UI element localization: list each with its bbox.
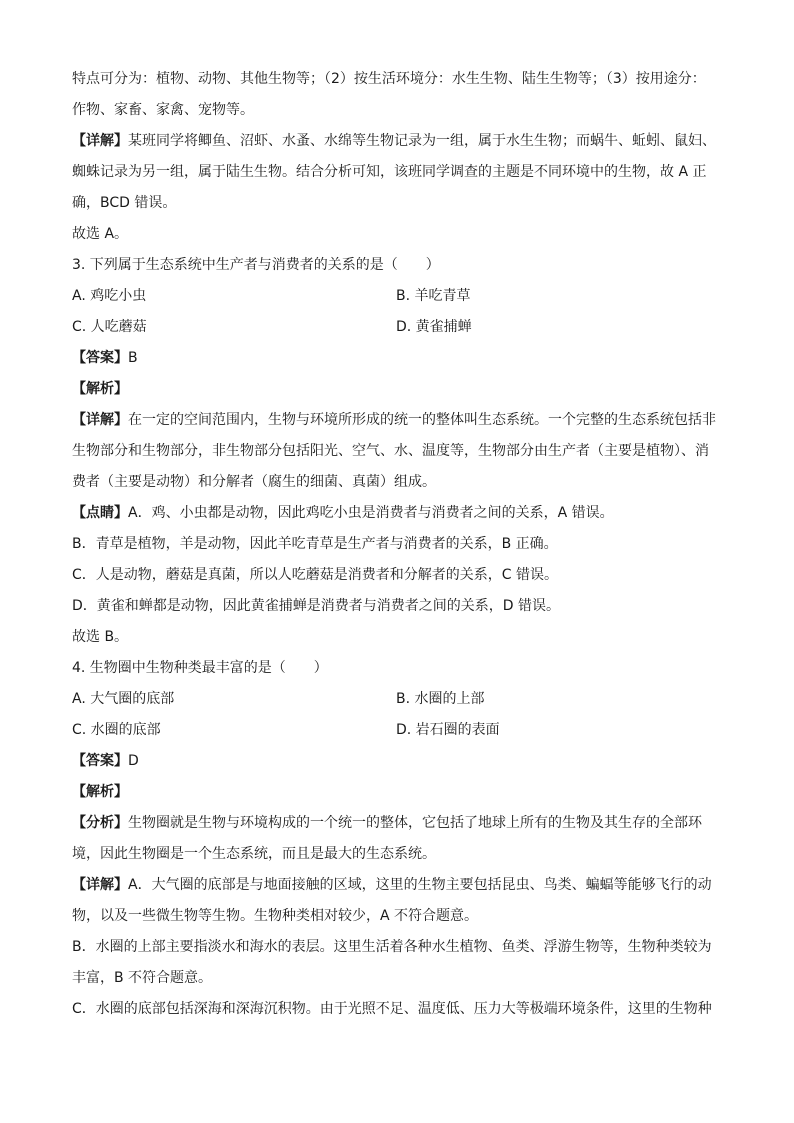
q3-choose: 故选 B。 [72, 629, 129, 645]
q4-analyze-line-1 [72, 808, 720, 839]
q3-options-row-2 [72, 312, 720, 343]
detail-tag: 【详解】 [72, 133, 128, 149]
q3-detail-line-1 [72, 405, 720, 436]
answer-value: B [128, 350, 138, 366]
answer-tag: 【答案】 [72, 350, 128, 366]
prev-choose: 故选 A。 [72, 226, 129, 242]
answer-tag: 【答案】 [72, 753, 128, 769]
q4-option-a: A. 大气圈的底部 [72, 691, 175, 707]
q3-detail-line-2: 生物部分和生物部分，非生物部分包括阳光、空气、水、温度等，生物部分由生产者（主要是植物）、消 [72, 443, 709, 459]
prev-detail-line-3: 确，BCD 错误。 [72, 195, 177, 211]
q3-note-line-4: D．黄雀和蝉都是动物，因此黄雀捕蝉是消费者与消费者之间的关系，D 错误。 [72, 598, 561, 614]
q4-option-b: B. 水圈的上部 [396, 691, 485, 707]
detail-tag: 【详解】 [72, 412, 128, 428]
prev-detail-line-1 [72, 126, 720, 157]
document-page [72, 64, 720, 1025]
q4-detail-line-1 [72, 870, 720, 901]
intro-line-2: 作物、家畜、家禽、宠物等。 [72, 102, 254, 118]
q3-note-line-2: B．青草是植物，羊是动物，因此羊吃青草是生产者与消费者的关系，B 正确。 [72, 536, 558, 552]
q3-note-line-1 [72, 498, 720, 529]
detail-text: A．大气圈的底部是与地面接触的区域，这里的生物主要包括昆虫、鸟类、蝙蝠等能够飞行的动 [128, 877, 712, 893]
q4-detail-line-3: B．水圈的上部主要指淡水和海水的表层。这里生活着各种水生植物、鱼类、浮游生物等，生物种类较为 [72, 939, 712, 955]
detail-text: 在一定的空间范围内，生物与环境所形成的统一的整体叫生态系统。一个完整的生态系统包括非 [128, 412, 716, 428]
q4-answer [72, 746, 720, 777]
prev-detail-line-2: 蜘蛛记录为另一组，属于陆生生物。结合分析可知，该班同学调查的主题是不同环境中的生物，故 A 正 [72, 164, 707, 180]
q4-analyze-line-2: 境，因此生物圈是一个生态系统，而且是最大的生态系统。 [72, 846, 436, 862]
q3-options-row-1 [72, 281, 720, 312]
q3-option-c: C. 人吃蘑菇 [72, 319, 147, 335]
detail-tag: 【详解】 [72, 877, 128, 893]
q4-analysis-tag: 【解析】 [72, 784, 128, 800]
analyze-text: 生物圈就是生物与环境构成的一个统一的整体，它包括了地球上所有的生物及其生存的全部环 [128, 815, 702, 831]
q4-options-row-2 [72, 715, 720, 746]
q4-option-d: D. 岩石圈的表面 [396, 722, 500, 738]
q4-detail-line-5: C．水圈的底部包括深海和深海沉积物。由于光照不足、温度低、压力大等极端环境条件，这里的生物种 [72, 1001, 712, 1017]
q3-detail-line-3: 费者（主要是动物）和分解者（腐生的细菌、真菌）组成。 [72, 474, 436, 490]
q3-option-d: D. 黄雀捕蝉 [396, 319, 472, 335]
note-tag: 【点睛】 [72, 505, 128, 521]
intro-line-1: 特点可分为：植物、动物、其他生物等；（2）按生活环境分：水生生物、陆生生物等；（3）按用途分： [72, 71, 706, 87]
q3-option-b: B. 羊吃青草 [396, 288, 471, 304]
note-text: A．鸡、小虫都是动物，因此鸡吃小虫是消费者与消费者之间的关系，A 错误。 [128, 505, 614, 521]
q4-detail-line-4: 丰富，B 不符合题意。 [72, 970, 213, 986]
q4-option-c: C. 水圈的底部 [72, 722, 161, 738]
q3-stem: 3. 下列属于生态系统中生产者与消费者的关系的是（ ） [72, 257, 440, 273]
analyze-tag: 【分析】 [72, 815, 128, 831]
q3-analysis-tag: 【解析】 [72, 381, 128, 397]
answer-value: D [128, 753, 139, 769]
q4-detail-line-2: 物，以及一些微生物等生物。生物种类相对较少，A 不符合题意。 [72, 908, 479, 924]
q3-answer [72, 343, 720, 374]
q3-note-line-3: C．人是动物，蘑菇是真菌，所以人吃蘑菇是消费者和分解者的关系，C 错误。 [72, 567, 558, 583]
q4-options-row-1 [72, 684, 720, 715]
q4-stem: 4. 生物圈中生物种类最丰富的是（ ） [72, 660, 328, 676]
q3-option-a: A. 鸡吃小虫 [72, 288, 147, 304]
detail-text: 某班同学将鲫鱼、沼虾、水蚤、水绵等生物记录为一组，属于水生生物；而蜗牛、蚯蚓、鼠妇、 [128, 133, 716, 149]
